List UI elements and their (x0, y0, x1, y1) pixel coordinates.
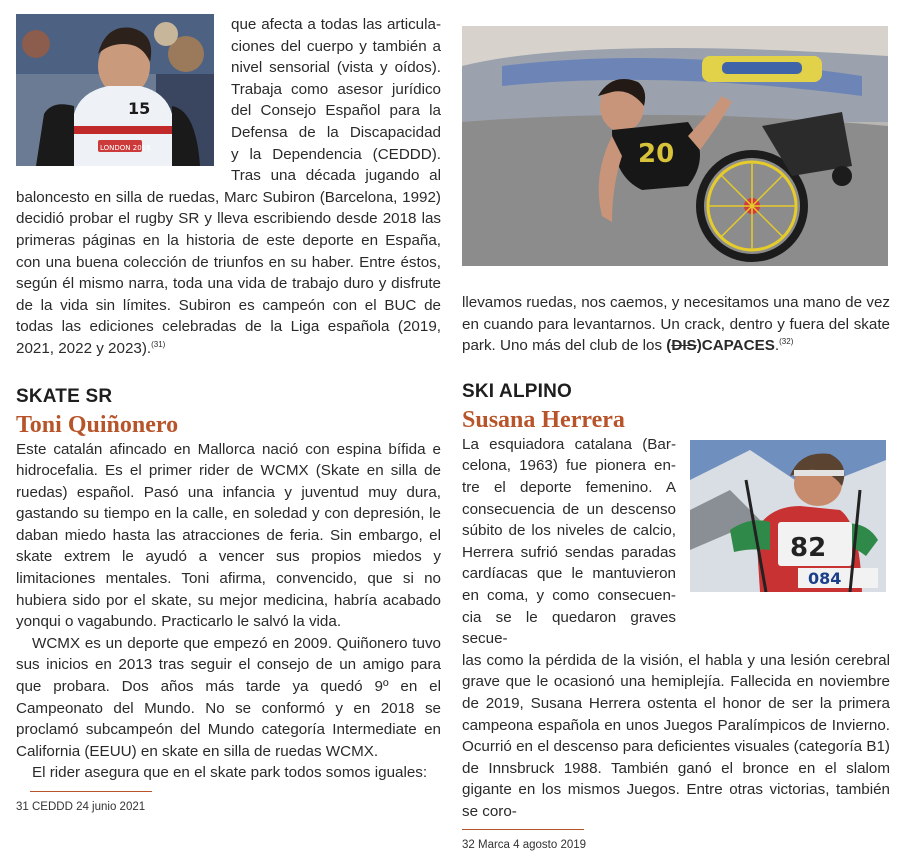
toni-continuation-end: . (774, 337, 780, 355)
marc-wrap-line-4: del Consejo Español para la (231, 102, 441, 120)
marc-wrap-line-7: Tras una década jugando al (231, 167, 441, 185)
right-column (462, 26, 890, 851)
susana-paragraph: las como la pérdida de la visión, el habla y una lesión cerebral grave que le ocasionó una hemiplejía. Fallecida en noviembre de 2019, Susana Herrera ostenta el honor de ser la primera campeona española en unos Juegos Paralímpicos de Invierno. Ocurrió en el descenso para deficientes visuales (categoría B1) de Innsbruck 1988. También ganó el bronce en el slalom gigante en los mismos Juegos. Entre otras victorias, también se coro- (462, 651, 890, 820)
dis-struck-word: DIS (671, 337, 697, 355)
footnote-ref-32: (32) (779, 337, 794, 347)
susana-name-heading: Susana Herrera (462, 406, 625, 433)
footnote-divider-right (462, 829, 584, 830)
susana-wrap-line-6: cardíacas que le mantuvieron (462, 565, 676, 583)
toni-continuation-text: llevamos ruedas, nos caemos, y necesitamos una mano de vez en cuando para levantarnos. Un crack, dentro y fuera del skate park. Uno más del club de los (462, 294, 890, 355)
marc-wrap-line-6: y la Dependencia (CEDDD). (231, 145, 441, 163)
footnote-divider-left (30, 791, 152, 792)
susana-wrap-line-4: súbito de los niveles de calcio, (462, 522, 676, 540)
svg-text:20: 20 (638, 139, 675, 169)
footnote-31: 31 CEDDD 24 junio 2021 (16, 801, 146, 813)
toni-paragraph-3: El rider asegura que en el skate park todos somos iguales: (32, 764, 428, 782)
susana-wrap-line-8: cia se le quedaron graves secue- (462, 608, 676, 648)
bib-number-bottom: 084 (808, 568, 842, 588)
marc-wrap-line-3: Trabaja como asesor jurídico (231, 80, 441, 98)
susana-wrap-line-2: tre el deporte femenino. A (462, 478, 676, 496)
footnote-ref-31: (31) (151, 339, 166, 349)
susana-herrera-photo (690, 440, 886, 592)
toni-paragraph-2: WCMX es un deporte que empezó en 2009. Quiñonero tuvo sus inicios en 2013 tras seguir el consejo de un amigo para que probara. Dos años más tarde ya quedó 9º en el Campeonato del Mundo. No se conformó y en 2018 se proclamó subcampeón del Mundo categoría Intermediate en California (EEUU) en skate en silla de ruedas WCMX. (16, 634, 441, 760)
marc-paragraph (16, 187, 441, 360)
marc-paragraph-text: baloncesto en silla de ruedas, Marc Subiron (Barcelona, 1992) decidió probar el rugby SR y lleva escribiendo desde 2018 las primeras páginas en la historia de este deporte en España, con una buena colección de triunfos en su haber. Entre éstos, según él mismo narra, toda una vida de trabajo duro y disfrute de la vida sin límites. Subiron es campeón con el BUC de todas las ediciones celebradas de la Liga española (2019, 2021, 2022 y 2023). (16, 188, 441, 357)
susana-wrap-line-7: en coma, y como consecuen- (462, 586, 676, 604)
london-badge-text: LONDON 2016 (100, 144, 151, 152)
bib-number-top: 82 (790, 532, 827, 563)
marc-wrap-text (231, 14, 441, 187)
marc-wrap-line-0: que afecta a todas las articula- (231, 16, 441, 33)
marc-wrap-line-5: Defensa de la Discapacidad (231, 123, 441, 141)
susana-wrap-line-1: celona, 1963) fue pionera en- (462, 457, 676, 475)
marc-subiron-photo (16, 14, 214, 166)
toni-quinonero-photo (462, 26, 888, 266)
marc-wrap-line-1: ciones del cuerpo y también a (231, 37, 441, 55)
toni-name-heading: Toni Quiñonero (16, 411, 179, 438)
skate-section-label: SKATE SR (16, 385, 113, 407)
susana-wrap-text (462, 434, 676, 650)
susana-wrap-line-0: La esquiadora catalana (Bar- (462, 435, 676, 453)
footnote-32: 32 Marca 4 agosto 2019 (462, 839, 587, 851)
susana-wrap-line-5: Herrera sufrió sendas paradas (462, 543, 676, 561)
left-column (16, 14, 441, 813)
capaces-word: )CAPACES (696, 337, 775, 355)
ski-section-label: SKI ALPINO (462, 380, 573, 402)
toni-paragraph-1: Este catalán afincado en Mallorca nació con espina bífida e hidrocefalia. Es el primer rider de WCMX (Skate en silla de ruedas) español. Pasó una infancia y juventud muy dura, gastando su tiempo en la calle, en soledad y con depresión, le daban miedo hasta las atracciones de feria. Sin embargo, el skate extrem le ayudó a vencer sus propios miedos y limitaciones mentales. Toni afirma, convencido, que si no hubiera sido por el skate, su mejor medicina, habría acabado yonqui o vagabundo. Practicarlo le salvó la vida. (16, 440, 441, 631)
marc-wrap-line-2: nivel sensorial (vista y oídos). (231, 59, 441, 77)
toni-continuation-paragraph (462, 292, 890, 357)
dis-open-paren: ( (666, 337, 672, 355)
svg-text:15: 15 (128, 99, 151, 118)
susana-wrap-line-3: consecuencia de un descenso (462, 500, 676, 518)
